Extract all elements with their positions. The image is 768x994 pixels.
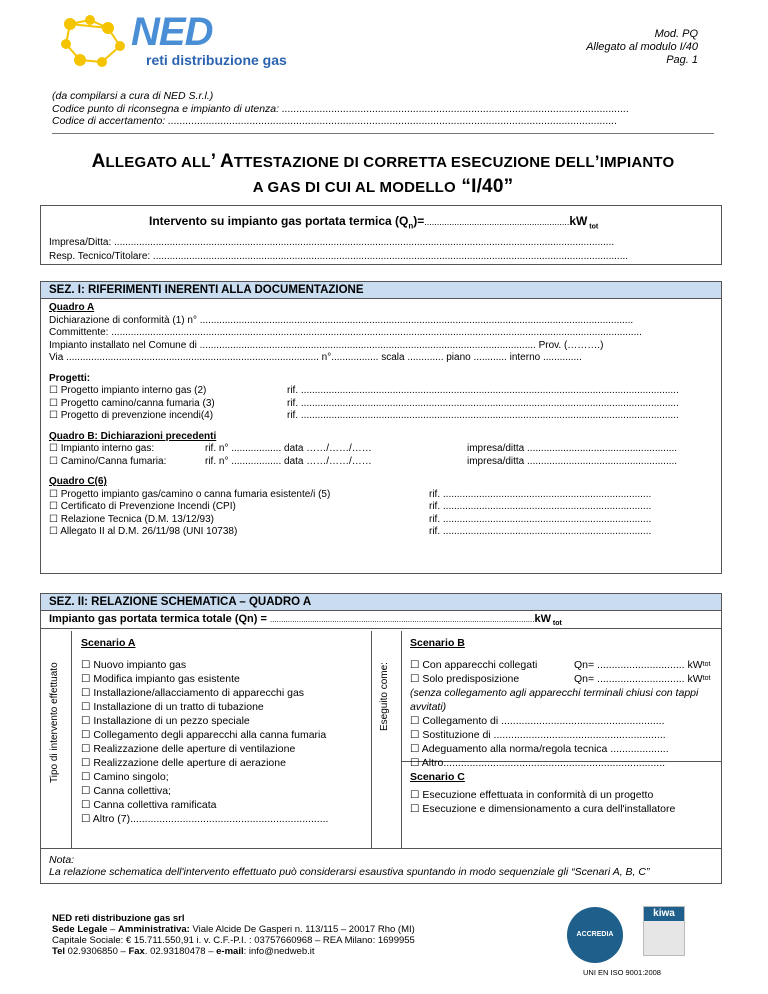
allegato-ii-checkbox[interactable]: ☐ Allegato II al D.M. 26/11/98 (UNI 10738): [49, 526, 238, 537]
canna-collettiva-checkbox[interactable]: ☐ Canna collettiva;: [81, 784, 171, 797]
codice-accertamento-field[interactable]: Codice di accertamento: ..........................................................................................................................................................: [52, 115, 618, 127]
aperture-ventilazione-checkbox[interactable]: ☐ Realizzazione delle aperture di ventilazione: [81, 742, 296, 755]
quadro-c-title: Quadro C(6): [49, 476, 107, 487]
quadro-c-rif-field[interactable]: rif. ...........................................................................: [429, 501, 652, 512]
portata-totale-field[interactable]: Impianto gas portata termica totale (Qn) = .......................................................................................................................kW $_{tot}$: [41, 611, 721, 629]
eseguito-come-label: Eseguito come:: [379, 662, 390, 731]
tipo-intervento-label: Tipo di intervento effettuato: [49, 662, 60, 783]
adeguamento-checkbox[interactable]: ☐ Adeguamento alla norma/regola tecnica ....................: [410, 742, 669, 755]
apparecchi-collegati-checkbox[interactable]: ☐ Con apparecchi collegati Qn= .............................. kW tot: [410, 658, 711, 671]
altro-b-checkbox[interactable]: ☐ Altro............................................................................: [410, 756, 666, 769]
sezione-1: [40, 281, 722, 574]
impresa-ditta-field[interactable]: Impresa/Ditta: ....................................................................................................................................................................................: [49, 237, 615, 248]
scenario-b-title: Scenario B: [410, 637, 465, 649]
mod-code: Mod. PQ: [654, 28, 698, 40]
impresa-ditta-field[interactable]: impresa/ditta ......................................................: [467, 443, 678, 454]
progetto-rif-field[interactable]: rif. ........................................................................................................................................: [287, 397, 679, 409]
canna-ramificata-checkbox[interactable]: ☐ Canna collettiva ramificata: [81, 798, 217, 811]
rif-data-field[interactable]: rif. n° .................. data ……/……/……: [205, 455, 372, 467]
quadro-a-title: Quadro A: [49, 302, 95, 313]
scenario-c-title: Scenario C: [410, 771, 465, 783]
document-reference: [586, 28, 698, 67]
sostituzione-checkbox[interactable]: ☐ Sostituzione di ...........................................................: [410, 728, 666, 741]
pezzo-speciale-checkbox[interactable]: ☐ Installazione di un pezzo speciale: [81, 714, 250, 727]
capitale-sociale: Capitale Sociale: € 15.711.550,91 i. v. C.F.-P.I. : 03757660968 – REA Milano: 1699955: [52, 935, 415, 946]
page-number: Pag. 1: [666, 54, 698, 66]
quadro-c-rif-field[interactable]: rif. ...........................................................................: [429, 488, 652, 500]
sezione-2-header: SEZ. II: RELAZIONE SCHEMATICA – QUADRO A: [41, 594, 721, 611]
compile-note: (da compilarsi a cura di NED S.r.l.): [52, 90, 214, 102]
iso-certification: UNI EN ISO 9001:2008: [583, 968, 661, 977]
logo-text: NED: [131, 10, 213, 54]
allegato-ref: Allegato al modulo I/40: [586, 41, 698, 53]
compile-section: [52, 90, 697, 128]
logo-subtitle: reti distribuzione gas: [146, 52, 287, 68]
footer: [52, 913, 415, 957]
sezione-2: [40, 593, 722, 884]
collegamento-canna-checkbox[interactable]: ☐ Collegamento degli apparecchi alla canna fumaria: [81, 728, 327, 741]
progetto-camino-checkbox[interactable]: ☐ Progetto camino/canna fumaria (3): [49, 397, 215, 409]
intervento-box: [40, 205, 722, 265]
company-name: NED reti distribuzione gas srl: [52, 913, 185, 924]
relazione-tecnica-checkbox[interactable]: ☐ Relazione Tecnica (D.M. 13/12/93): [49, 513, 214, 525]
impianto-gas-checkbox[interactable]: ☐ Impianto interno gas:: [49, 443, 155, 454]
codice-punto-field[interactable]: Codice punto di riconsegna e impianto di utenza: .......................................................................................................................: [52, 102, 630, 115]
solo-predisposizione-checkbox[interactable]: ☐ Solo predisposizione Qn= .............................. kW tot: [410, 672, 711, 685]
contatti: Tel 02.9306850 – Fax. 02.93180478 – e-mail: info@nedweb.it: [52, 946, 315, 957]
altro-a-checkbox[interactable]: ☐ Altro (7)....................................................................: [81, 812, 329, 825]
committente-field[interactable]: Committente: ...............................................................................................................................................................................................: [49, 327, 642, 338]
conformita-progetto-checkbox[interactable]: ☐ Esecuzione effettuata in conformità di un progetto: [410, 788, 654, 801]
progetto-rif-field[interactable]: rif. ........................................................................................................................................: [287, 385, 679, 396]
comune-field[interactable]: Impianto installato nel Comune di ......................................................................................................................... Prov. (……….): [49, 339, 604, 351]
nota-label: Nota:: [49, 854, 75, 866]
via-field[interactable]: Via ........................................................................................... n°................. scala ............. piano ............ interno ..............: [49, 352, 582, 363]
aperture-aerazione-checkbox[interactable]: ☐ Realizzazione delle aperture di aerazione: [81, 756, 286, 769]
sezione-1-header: SEZ. I: RIFERIMENTI INERENTI ALLA DOCUMENTAZIONE: [41, 282, 721, 299]
kiwa-certification-logo: kiwa: [643, 906, 685, 956]
predisposizione-note: (senza collegamento agli apparecchi terminali chiusi con tappi avvitati): [410, 686, 699, 713]
nuovo-impianto-checkbox[interactable]: ☐ Nuovo impianto gas: [81, 658, 187, 671]
modifica-impianto-checkbox[interactable]: ☐ Modifica impianto gas esistente: [81, 672, 240, 685]
nota-text: La relazione schematica dell'intervento effettuato può considerarsi esaustiva spuntando in modo sequenziale gli “Scenari A, B, C”: [49, 866, 650, 878]
sede-legale: Sede Legale – Amministrativa: Viale Alcide De Gasperi n. 113/115 – 20017 Rho (MI): [52, 924, 415, 935]
resp-tecnico-field[interactable]: Resp. Tecnico/Titolare: ...........................................................................................................................................................................: [49, 251, 629, 262]
quadro-c-rif-field[interactable]: rif. ...........................................................................: [429, 526, 652, 537]
impresa-ditta-field[interactable]: impresa/ditta ......................................................: [467, 455, 678, 467]
progetti-title: Progetti:: [49, 372, 91, 384]
rif-data-field[interactable]: rif. n° .................. data ……/……/……: [205, 443, 372, 454]
scenario-a-title: Scenario A: [81, 637, 136, 649]
progetto-rif-field[interactable]: rif. ........................................................................................................................................: [287, 410, 679, 421]
progetto-gas-checkbox[interactable]: ☐ Progetto impianto interno gas (2): [49, 385, 207, 396]
dichiarazione-field[interactable]: Dichiarazione di conformità (1) n° ............................................................................................................................................................: [49, 314, 634, 326]
progetto-incendi-checkbox[interactable]: ☐ Progetto di prevenzione incendi(4): [49, 410, 214, 421]
progetto-esistente-checkbox[interactable]: ☐ Progetto impianto gas/camino o canna fumaria esistente/i (5): [49, 488, 331, 500]
page-title: ALLEGATO ALL’ ATTESTAZIONE DI CORRETTA ESECUZIONE DELL’IMPIANTO A GAS DI CUI AL MODELLO “I/40”: [91, 151, 675, 197]
quadro-b-title: Quadro B: Dichiarazioni precedenti: [49, 430, 217, 442]
dimensionamento-installatore-checkbox[interactable]: ☐ Esecuzione e dimensionamento a cura dell'installatore: [410, 802, 676, 815]
ned-logo: [58, 10, 320, 72]
collegamento-checkbox[interactable]: ☐ Collegamento di ........................................................: [410, 714, 665, 727]
cpi-checkbox[interactable]: ☐ Certificato di Prevenzione Incendi (CPI): [49, 501, 236, 512]
accredia-seal: ACCREDIA: [567, 907, 623, 963]
camino-singolo-checkbox[interactable]: ☐ Camino singolo;: [81, 770, 169, 783]
quadro-c-rif-field[interactable]: rif. ...........................................................................: [429, 513, 652, 525]
installazione-apparecchi-checkbox[interactable]: ☐ Installazione/allacciamento di apparecchi gas: [81, 686, 305, 699]
tratto-tubazione-checkbox[interactable]: ☐ Installazione di un tratto di tubazione: [81, 700, 264, 713]
divider: [52, 133, 714, 134]
intervento-title: Intervento su impianto gas portata termica $(Q_n)=..........................................................kW$ $_{tot}$: [149, 214, 599, 231]
sun-logo-icon: [58, 14, 132, 70]
camino-checkbox[interactable]: ☐ Camino/Canna fumaria:: [49, 455, 167, 467]
